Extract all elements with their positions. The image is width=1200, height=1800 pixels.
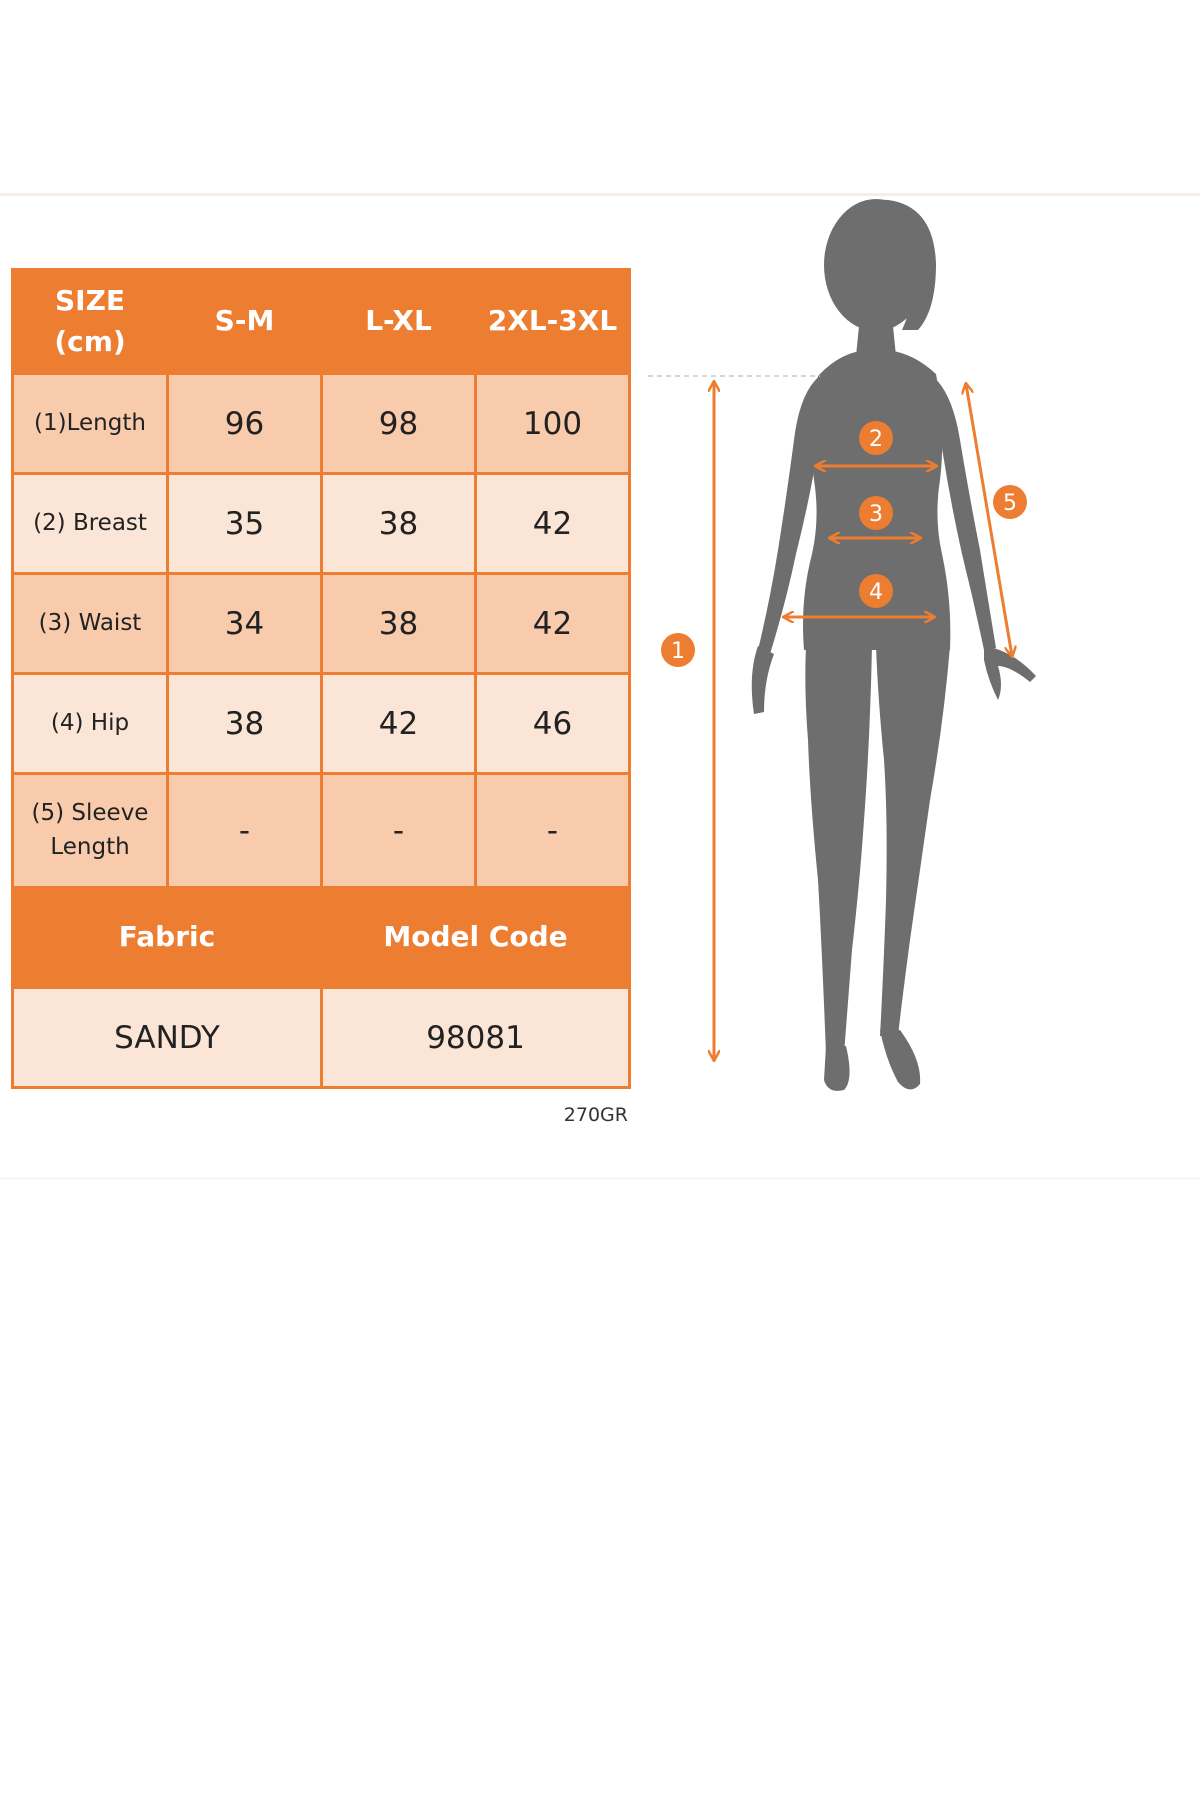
- badge-number: 5: [1003, 491, 1017, 516]
- badge-number: 3: [869, 502, 883, 527]
- footer-value-row: [13, 988, 630, 1088]
- badge-number: 4: [869, 580, 883, 605]
- row-label-sleeve-length: [13, 774, 168, 888]
- silhouette-left-foot: [824, 1046, 850, 1091]
- female-silhouette: [752, 199, 1036, 1091]
- table-row-hip: [13, 674, 630, 774]
- table-row-waist: [13, 574, 630, 674]
- badge-number: 1: [671, 639, 685, 664]
- length-badge: [661, 633, 695, 667]
- table-cell: 38: [322, 574, 476, 674]
- table-cell: 35: [168, 474, 322, 574]
- table-row-breast: [13, 474, 630, 574]
- silhouette-right-hand: [984, 646, 1036, 700]
- table-cell: -: [168, 774, 322, 888]
- silhouette-right-leg: [876, 646, 950, 1036]
- table-cell: 34: [168, 574, 322, 674]
- table-header-row: [13, 270, 630, 374]
- sheet-code: 270GR: [563, 1104, 628, 1126]
- model-code-header: Model Code: [322, 888, 630, 988]
- size-header-cell: [13, 270, 168, 374]
- row-label-length: (1)Length: [13, 374, 168, 474]
- size-label: SIZE: [54, 283, 125, 317]
- fabric-header: Fabric: [13, 888, 322, 988]
- row-label-waist: (3) Waist: [13, 574, 168, 674]
- table-cell: 42: [476, 574, 630, 674]
- table-cell: -: [476, 774, 630, 888]
- footer-header-row: [13, 888, 630, 988]
- badge-number: 2: [869, 427, 883, 452]
- table-row-length: [13, 374, 630, 474]
- table-cell: 96: [168, 374, 322, 474]
- table-cell: 42: [322, 674, 476, 774]
- table-cell: 38: [322, 474, 476, 574]
- fabric-value: SANDY: [13, 988, 322, 1088]
- table-row-sleeve-length: [13, 774, 630, 888]
- body-measurement-figure: [640, 180, 1090, 1120]
- sleeve-badge: [993, 485, 1027, 519]
- silhouette-left-hand: [752, 646, 774, 714]
- table-cell: 46: [476, 674, 630, 774]
- column-header-2xl-3xl: 2XL-3XL: [476, 270, 630, 374]
- table-cell: 98: [322, 374, 476, 474]
- model-code-value: 98081: [322, 988, 630, 1088]
- table-cell: -: [322, 774, 476, 888]
- breast-badge: [859, 421, 893, 455]
- hip-badge: [859, 574, 893, 608]
- table-cell: 100: [476, 374, 630, 474]
- row-label-hip: (4) Hip: [13, 674, 168, 774]
- silhouette-left-leg: [805, 646, 872, 1054]
- column-header-l-xl: L-XL: [322, 270, 476, 374]
- row-label-line: (5) Sleeve: [31, 800, 149, 827]
- size-chart-table: [11, 268, 631, 1089]
- row-label-line: Length: [50, 833, 130, 860]
- unit-label: (cm): [54, 324, 126, 358]
- waist-badge: [859, 496, 893, 530]
- row-label-breast: (2) Breast: [13, 474, 168, 574]
- bottom-divider: [0, 1178, 1200, 1179]
- silhouette-right-foot: [880, 1030, 920, 1090]
- table-cell: 42: [476, 474, 630, 574]
- table-cell: 38: [168, 674, 322, 774]
- column-header-s-m: S-M: [168, 270, 322, 374]
